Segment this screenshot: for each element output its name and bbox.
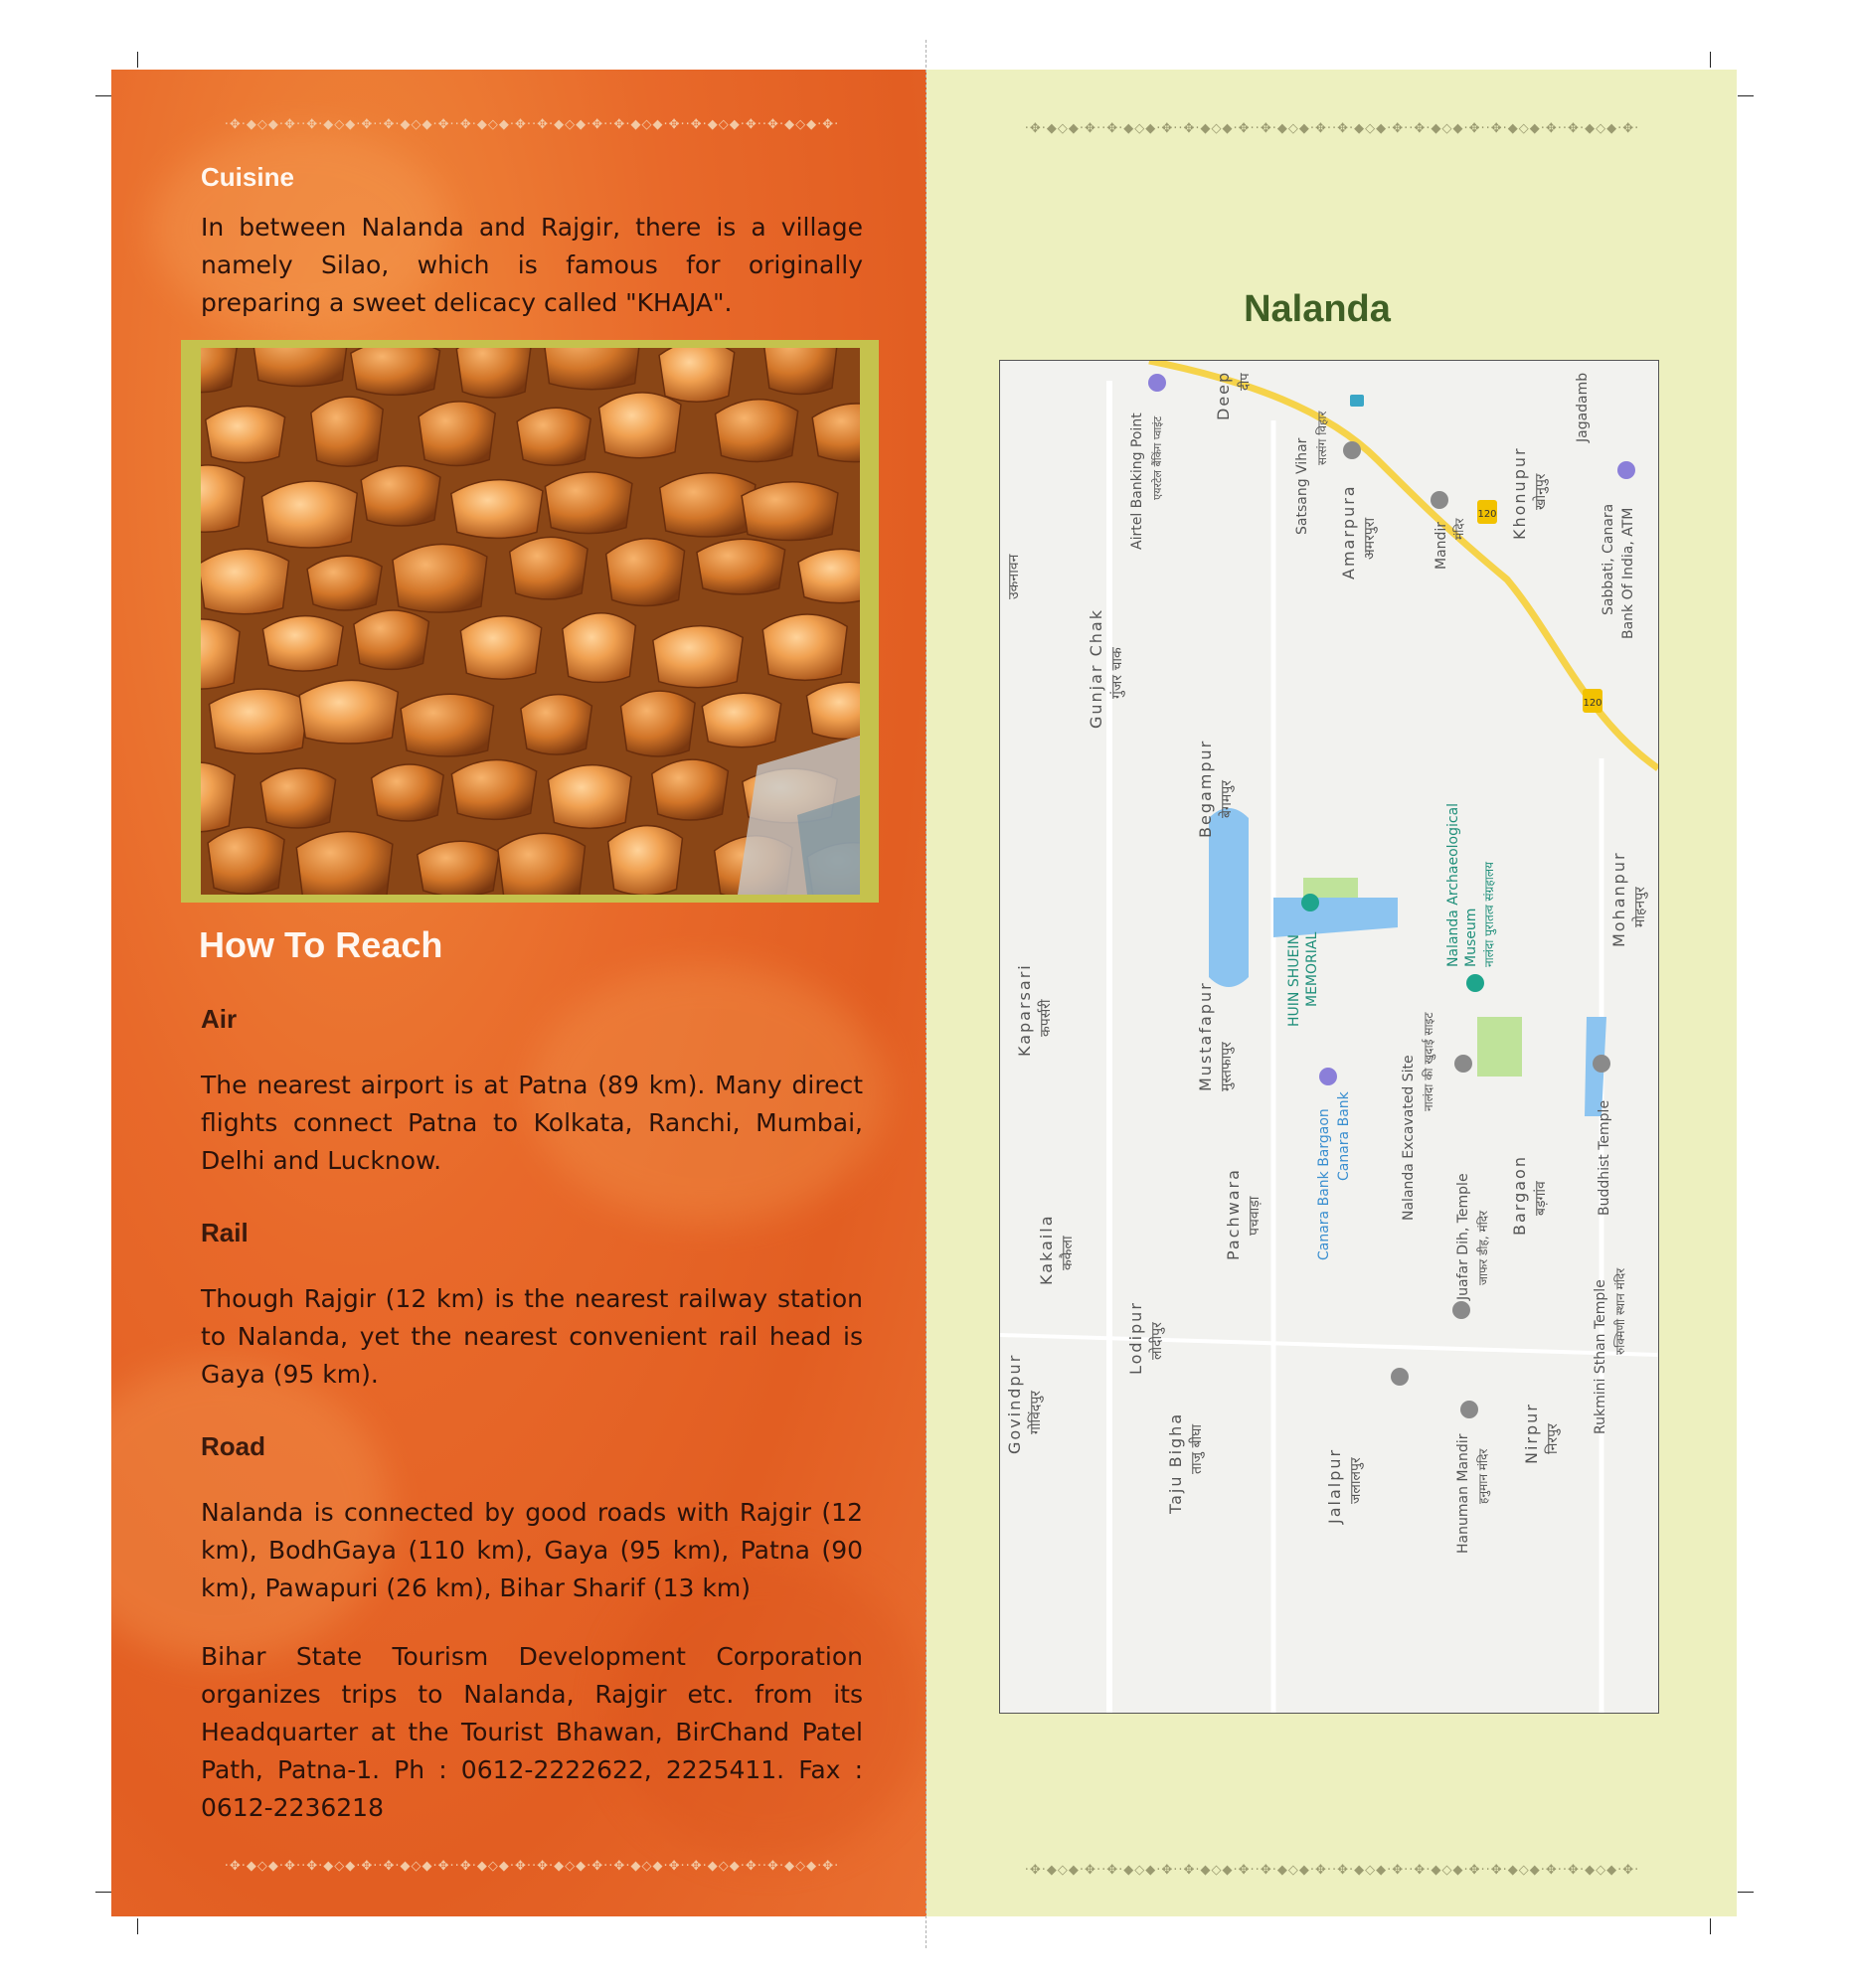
khaja-piece [606,539,685,606]
map-label: Jagadamb [1575,372,1591,442]
map-pin [1391,1368,1409,1386]
khaja-photo-frame [181,340,879,903]
ornament-divider: ·✥·◆◇◆·✥··✥·◆◇◆·✥··✥·◆◇◆·✥··✥·◆◇◆·✥··✥·◆◇◆·✥··✥·◆◇◆·✥··✥·◆◇◆·✥··✥·◆◇◆·✥· [1024,1863,1640,1877]
map-label: Gunjar Chak [1087,608,1105,729]
khaja-piece [716,400,798,462]
khaja-piece [653,626,743,688]
map-label: एयरटेल बैंकिंग प्वाइंट [1151,415,1164,500]
map-canvas [1000,361,1658,1713]
map-label: HUIN SHUEIN [1286,934,1302,1027]
crop-mark [95,95,111,96]
map-pin [1593,1055,1610,1073]
map-label: Begampur [1196,739,1215,838]
khaja-piece [311,397,383,466]
map-pin [1301,894,1319,911]
khaja-piece [299,680,398,744]
map-label: Juafar Dih, Temple [1455,1173,1471,1300]
lake [1273,898,1398,937]
khaja-piece [393,544,487,612]
map-pin [1431,491,1448,509]
khaja-piece [548,765,631,829]
khaja-piece [517,408,590,465]
map-label: Taju Bigha [1166,1411,1185,1514]
khaja-piece [201,619,240,689]
map-label: गुंजर चाक [1109,647,1125,699]
crop-mark [1738,95,1754,96]
khaja-piece [806,682,860,739]
road-shield-label: 120 [1477,509,1497,520]
khaja-piece [201,465,245,532]
road-heading: Road [201,1431,265,1461]
map-label: Mustafapur [1196,981,1215,1091]
khaja-piece [451,480,543,539]
map-pin [1319,1068,1337,1085]
map-pin [1454,1055,1472,1073]
map-pin [1452,1301,1470,1319]
map-label: मोहनपुर [1632,887,1648,927]
map-label: Kakaila [1037,1214,1056,1285]
map-label: पचवाड़ा [1247,1196,1263,1236]
khaja-piece [206,407,285,463]
khaja-piece [261,481,357,548]
khaja-piece [460,616,541,679]
map-label: Bank Of India, ATM [1620,507,1636,639]
map-label: Mandir [1433,521,1449,570]
map-pin [1460,1401,1478,1418]
crop-mark [95,1892,111,1893]
khaja-piece [545,472,632,534]
map-label: Khonupur [1510,446,1529,540]
map-label: Satsang Vihar [1294,437,1310,535]
khaja-piece [659,348,735,402]
rail-heading: Rail [201,1218,249,1247]
khaja-illustration [201,348,860,895]
map-label: लोदीपुर [1149,1322,1165,1360]
map-label: मंदिर [1452,518,1466,540]
khaja-piece [201,348,238,393]
khaja-piece [296,832,393,895]
khaja-piece [401,694,493,756]
khaja-piece [763,348,838,394]
cuisine-heading: Cuisine [201,162,294,192]
map-label: अमरपुरा [1362,517,1378,560]
khaja-piece [742,482,838,541]
map-label: खोनुपुर [1533,473,1549,510]
map-label: Airtel Banking Point [1129,413,1145,550]
crop-mark [1710,1918,1711,1934]
map-label: बेगमपुर [1219,780,1235,818]
map-label: गोविंदपुर [1028,1390,1044,1434]
map-label: Lodipur [1126,1301,1145,1375]
map-label: Govindpur [1005,1353,1024,1454]
map-label: बड़गांव [1533,1181,1549,1216]
khaja-piece [702,693,780,747]
khaja-piece [354,610,429,669]
map-label: Hanuman Mandir [1455,1433,1471,1554]
khaja-piece [307,556,382,610]
map-label: Sabbati, Canara [1601,503,1616,615]
road-shield-120 [1477,500,1497,524]
map-title: Nalanda [1244,288,1391,330]
map-label: दीप [1238,373,1253,391]
nalanda-map[interactable] [999,360,1659,1714]
ornament-divider: ·✥·◆◇◆·✥··✥·◆◇◆·✥··✥·◆◇◆·✥··✥·◆◇◆·✥··✥·◆◇◆·✥··✥·◆◇◆·✥··✥·◆◇◆·✥··✥·◆◇◆·✥· [1024,121,1640,135]
map-label: Pachwara [1224,1168,1243,1260]
map-pin [1617,461,1635,479]
khaja-piece [351,348,440,395]
map-pin [1148,374,1166,392]
khaja-photo [201,348,860,895]
ornament-divider: ·✥·◆◇◆·✥··✥·◆◇◆·✥··✥·◆◇◆·✥··✥·◆◇◆·✥··✥·◆◇◆·✥··✥·◆◇◆·✥··✥·◆◇◆·✥··✥·◆◇◆·✥· [224,1859,840,1873]
map-label: Buddhist Temple [1597,1099,1612,1216]
map-label: Nirpur [1522,1403,1541,1464]
khaja-piece [599,393,681,458]
map-label: सत्संग विहार [1315,411,1329,465]
map-label: Kaparsari [1015,963,1034,1057]
map-label: Amarpura [1339,484,1358,580]
road-text: Nalanda is connected by good roads with Rajgir (12 km), BodhGaya (110 km), Gaya (95 km), Patna (90 km), Pawapuri (26 km), Bihar Sharif (13 km) [201,1498,863,1602]
rail-text: Though Rajgir (12 km) is the nearest railway station to Nalanda, yet the nearest convenient rail head is Gaya (95 km). [201,1284,863,1389]
air-heading: Air [201,1004,238,1034]
khaja-piece [521,695,592,755]
map-label: जाफर डीह, मंदिर [1476,1210,1490,1285]
crop-mark [137,1918,138,1934]
khaja-piece [253,348,348,386]
map-label: Bargaon [1510,1155,1529,1236]
map-label: Rukmini Sthan Temple [1593,1279,1608,1434]
khaja-piece [456,348,531,398]
khaja-piece [201,549,289,614]
khaja-piece [652,759,729,820]
khaja-piece [608,826,683,895]
map-label: Canara Bank Bargaon [1316,1108,1332,1260]
khaja-piece [201,762,235,832]
map-label: जलालपुर [1348,1457,1364,1504]
map-label: Deep [1214,370,1233,420]
map-label: मुस्तफापुर [1219,1042,1235,1091]
cuisine-text: In between Nalanda and Rajgir, there is a village namely Silao, which is famous for originally preparing a sweet delicacy called "KHAJA". [201,213,863,317]
khaja-piece [543,348,640,390]
map-label: नालंदा पुरातत्व संग्रहालय [1482,862,1496,967]
map-label: रुक्मिणी स्थान मंदिर [1613,1267,1627,1355]
map-label: Museum [1463,908,1479,967]
map-label: निरपुर [1545,1423,1561,1454]
road-shield-label: 120 [1583,698,1602,709]
map-label: Mohanpur [1609,851,1628,947]
road-shield-120 [1583,689,1602,713]
khaja-piece [209,689,308,753]
map-label: ककैला [1060,1236,1076,1270]
khaja-piece [262,616,343,671]
map-label: ताजु बीघा [1189,1424,1205,1474]
map-label: Canara Bank [1336,1091,1352,1181]
khaja-piece [361,466,440,526]
map-label: हनुमान मंदिर [1476,1448,1490,1504]
khaja-piece [208,827,284,894]
crop-mark [1710,52,1711,68]
khaja-piece [498,833,586,895]
map-pin [1466,974,1484,992]
map-label: कपर्सरी [1038,999,1054,1037]
map-label: Jalalpur [1325,1447,1344,1524]
map-label: Nalanda Excavated Site [1401,1055,1417,1221]
crop-mark [137,52,138,68]
bstdc-text: Bihar State Tourism Development Corporation organizes trips to Nalanda, Rajgir etc. from its Headquarter at the Tourist Bhawan, BirChand Patel Path, Patna-1. Ph : 0612-2222622, 2225411. Fax : 0612-2236218 [201,1642,863,1822]
khaja-piece [762,614,847,680]
how-to-reach-heading: How To Reach [199,924,443,965]
map-label: MEMORIAL [1304,931,1320,1007]
khaja-piece [620,691,695,756]
crop-mark [1738,1892,1754,1893]
ornament-divider: ·✥·◆◇◆·✥··✥·◆◇◆·✥··✥·◆◇◆·✥··✥·◆◇◆·✥··✥·◆◇◆·✥··✥·◆◇◆·✥··✥·◆◇◆·✥··✥·◆◇◆·✥· [224,117,840,131]
khaja-piece [372,764,444,821]
khaja-piece [510,537,588,599]
lake [1209,808,1249,987]
khaja-piece [697,539,785,594]
air-text: The nearest airport is at Patna (89 km). Many direct flights connect Patna to Kolkata, Ranchi, Mumbai, Delhi and Lucknow. [201,1071,863,1175]
khaja-piece [419,402,495,466]
fold-line [926,40,927,1948]
map-label: Nalanda Archaeological [1445,802,1461,967]
map-label: उकनावन [1006,554,1022,599]
map-label: नालंदा की खुदाई साइट [1422,1012,1435,1111]
khaja-piece [260,768,335,828]
khaja-piece [798,549,860,602]
khaja-piece [451,759,536,819]
khaja-piece [563,613,636,683]
info-icon [1350,395,1364,407]
khaja-piece [418,841,499,895]
map-pin [1343,441,1361,459]
khaja-piece [660,473,756,537]
